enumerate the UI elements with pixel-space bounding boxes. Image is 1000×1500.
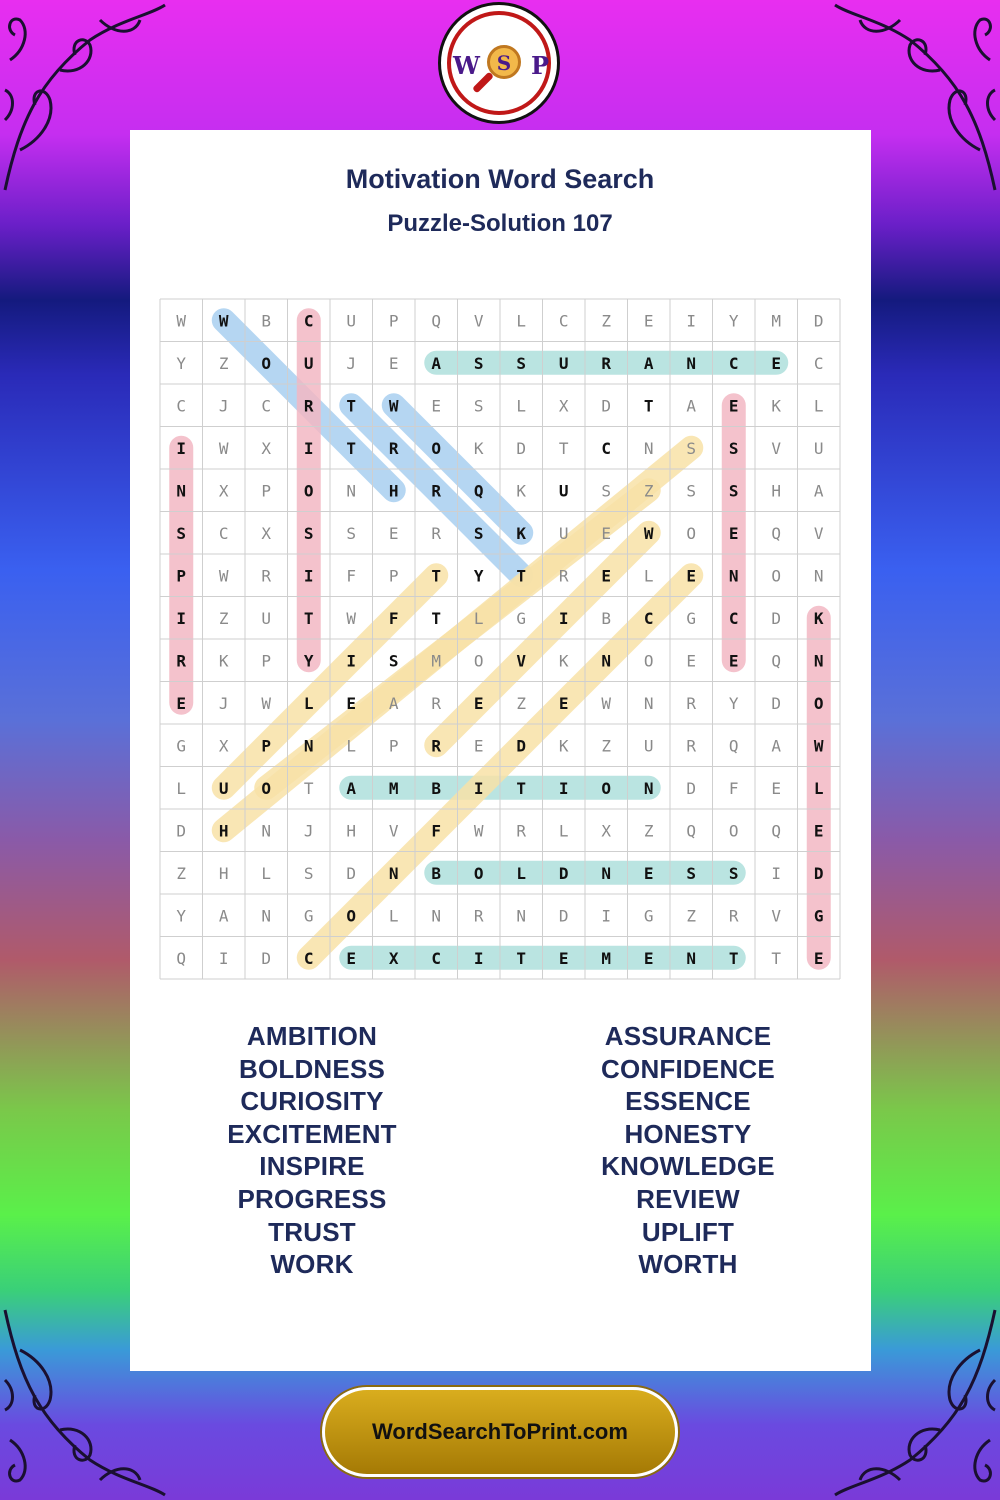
grid-letter: D: [601, 396, 612, 416]
grid-letter: Z: [643, 481, 654, 501]
grid-letter: N: [431, 906, 442, 926]
grid-letter: G: [516, 608, 527, 628]
grid-letter-found: A: [431, 353, 442, 373]
grid-letter: V: [813, 523, 824, 543]
grid-letter: E: [473, 736, 484, 756]
word-list-item: CONFIDENCE: [601, 1053, 775, 1084]
grid-letter: K: [771, 396, 782, 416]
grid-letter-found: N: [686, 948, 697, 968]
grid-letter: K: [218, 651, 229, 671]
grid-letter: G: [643, 906, 654, 926]
grid-letter: D: [558, 906, 569, 926]
grid-letter-found: R: [388, 438, 399, 458]
grid-letter: W: [176, 311, 187, 331]
grid-letter-found: S: [176, 523, 187, 543]
grid-letter: K: [558, 651, 569, 671]
grid-letter-found: A: [346, 778, 357, 798]
grid-letter: Z: [643, 821, 654, 841]
grid-letter: T: [771, 948, 782, 968]
grid-letter-found: Q: [473, 481, 484, 501]
grid-letter: S: [686, 481, 697, 501]
grid-letter-found: C: [601, 438, 612, 458]
grid-letter-found: U: [558, 353, 569, 373]
grid-letter-found: I: [346, 651, 357, 671]
grid-letter: E: [601, 523, 612, 543]
word-list-item: CURIOSITY: [240, 1086, 384, 1117]
grid-letter-found: N: [813, 651, 824, 671]
grid-letter: V: [771, 906, 782, 926]
grid-letter-found: P: [261, 736, 272, 756]
grid-letter-found: U: [558, 481, 569, 501]
grid-letter: E: [686, 651, 697, 671]
grid-letter: R: [728, 906, 739, 926]
grid-letter: Z: [218, 608, 229, 628]
grid-letter-found: S: [473, 523, 484, 543]
grid-letter: Z: [218, 353, 229, 373]
grid-letter-found: A: [643, 353, 654, 373]
grid-letter: N: [643, 693, 654, 713]
grid-letter-found: V: [516, 651, 527, 671]
grid-letter: Q: [728, 736, 739, 756]
grid-letter-found: R: [431, 481, 442, 501]
grid-letter-found: E: [686, 566, 697, 586]
grid-letter: A: [388, 693, 399, 713]
grid-letter: X: [261, 523, 272, 543]
word-list-item: BOLDNESS: [238, 1053, 386, 1084]
grid-letter-found: H: [218, 821, 229, 841]
grid-letter-found: L: [813, 778, 824, 798]
grid-letter: T: [303, 778, 314, 798]
grid-letter: N: [261, 821, 272, 841]
grid-letter-found: I: [558, 608, 569, 628]
grid-letter-found: Y: [473, 566, 484, 586]
grid-letter: I: [686, 311, 697, 331]
grid-letter-found: B: [431, 863, 442, 883]
grid-letter-found: E: [176, 693, 187, 713]
grid-letter: L: [176, 778, 187, 798]
grid-letter-found: T: [516, 778, 527, 798]
grid-letter: N: [516, 906, 527, 926]
word-list-item: UPLIFT: [641, 1216, 735, 1247]
grid-letter: R: [558, 566, 569, 586]
grid-letter-found: R: [601, 353, 612, 373]
grid-letter-found: L: [303, 693, 314, 713]
grid-letter: L: [346, 736, 357, 756]
grid-letter: W: [473, 821, 484, 841]
grid-letter: E: [643, 311, 654, 331]
grid-letter-found: I: [473, 778, 484, 798]
site-logo[interactable]: [438, 2, 560, 124]
grid-letter: D: [516, 438, 527, 458]
grid-letter: Z: [601, 311, 612, 331]
grid-letter-found: C: [728, 353, 739, 373]
grid-letter-found: O: [601, 778, 612, 798]
grid-letter: D: [176, 821, 187, 841]
grid-letter: P: [388, 566, 399, 586]
grid-letter-found: T: [516, 566, 527, 586]
grid-letter-found: T: [516, 948, 527, 968]
grid-letter: L: [388, 906, 399, 926]
grid-letter-found: E: [643, 863, 654, 883]
grid-letter: R: [686, 693, 697, 713]
grid-letter: R: [261, 566, 272, 586]
grid-letter-found: E: [558, 948, 569, 968]
grid-letter-found: I: [303, 566, 314, 586]
grid-letter-found: X: [388, 948, 399, 968]
grid-letter: W: [218, 566, 229, 586]
grid-letter-found: D: [558, 863, 569, 883]
grid-letter-found: N: [303, 736, 314, 756]
site-link-label: WordSearchToPrint.com: [372, 1419, 628, 1444]
grid-letter: X: [218, 736, 229, 756]
grid-letter: S: [303, 863, 314, 883]
word-list-item: WORK: [270, 1249, 354, 1280]
grid-letter-found: L: [516, 863, 527, 883]
grid-letter-found: B: [431, 778, 442, 798]
grid-letter-found: N: [643, 778, 654, 798]
grid-letter: X: [601, 821, 612, 841]
grid-letter: Y: [176, 906, 187, 926]
grid-letter: E: [771, 778, 782, 798]
grid-letter-found: S: [303, 523, 314, 543]
grid-letter: W: [601, 693, 612, 713]
grid-letter: N: [813, 566, 824, 586]
word-list-item: WORTH: [638, 1249, 738, 1280]
grid-letter-found: K: [813, 608, 824, 628]
grid-letter-found: T: [431, 608, 442, 628]
grid-letter-found: Y: [303, 651, 314, 671]
grid-letter-found: W: [813, 736, 824, 756]
grid-letter-found: N: [176, 481, 187, 501]
grid-letter: I: [771, 863, 782, 883]
grid-letter: Y: [728, 311, 739, 331]
grid-letter: Y: [728, 693, 739, 713]
grid-letter-found: U: [303, 353, 314, 373]
grid-letter-found: F: [431, 821, 442, 841]
grid-letter: A: [771, 736, 782, 756]
grid-letter-found: N: [388, 863, 399, 883]
grid-letter: Q: [431, 311, 442, 331]
grid-letter: C: [261, 396, 272, 416]
grid-letter-found: E: [728, 396, 739, 416]
grid-letter: K: [558, 736, 569, 756]
grid-letter: Q: [771, 651, 782, 671]
grid-letter-found: T: [643, 396, 654, 416]
grid-letter-found: S: [728, 863, 739, 883]
grid-letter: D: [686, 778, 697, 798]
grid-letter-found: S: [728, 438, 739, 458]
grid-letter-found: N: [601, 651, 612, 671]
grid-letter: R: [431, 693, 442, 713]
grid-letter: A: [813, 481, 824, 501]
grid-letter-found: I: [473, 948, 484, 968]
grid-letter-found: E: [728, 651, 739, 671]
grid-letter-found: E: [643, 948, 654, 968]
grid-letter-found: H: [388, 481, 399, 501]
grid-letter: L: [261, 863, 272, 883]
grid-letter: U: [346, 311, 357, 331]
grid-letter: B: [601, 608, 612, 628]
grid-letter-found: W: [643, 523, 654, 543]
grid-letter: R: [473, 906, 484, 926]
grid-letter: C: [813, 353, 824, 373]
grid-letter: Q: [771, 821, 782, 841]
grid-letter: G: [176, 736, 187, 756]
grid-letter-found: P: [176, 566, 187, 586]
grid-letter: Z: [601, 736, 612, 756]
word-list-left: [182, 1020, 442, 1281]
grid-letter-found: E: [473, 693, 484, 713]
grid-letter: C: [558, 311, 569, 331]
page-subtitle: Puzzle-Solution 107: [387, 210, 613, 237]
grid-letter: D: [346, 863, 357, 883]
grid-letter: L: [516, 396, 527, 416]
word-list-item: REVIEW: [636, 1183, 740, 1214]
grid-letter: S: [686, 438, 697, 458]
grid-letter-found: F: [388, 608, 399, 628]
grid-letter: P: [388, 736, 399, 756]
grid-letter-found: C: [643, 608, 654, 628]
page-title: Motivation Word Search: [345, 164, 655, 194]
grid-letter: F: [728, 778, 739, 798]
grid-letter: W: [346, 608, 357, 628]
grid-letter-found: E: [728, 523, 739, 543]
grid-letter: H: [218, 863, 229, 883]
grid-letter: P: [261, 481, 272, 501]
word-list-item: TRUST: [268, 1216, 356, 1247]
grid-letter-found: N: [728, 566, 739, 586]
grid-letter: Z: [176, 863, 187, 883]
grid-letter: J: [218, 396, 229, 416]
grid-letter: G: [303, 906, 314, 926]
grid-letter-found: E: [558, 693, 569, 713]
grid-letter-found: R: [303, 396, 314, 416]
grid-letter: X: [261, 438, 272, 458]
grid-letter: P: [261, 651, 272, 671]
grid-letter-found: S: [388, 651, 399, 671]
word-list-item: ESSENCE: [625, 1086, 751, 1117]
grid-letter: B: [261, 311, 272, 331]
grid-letter: M: [771, 311, 782, 331]
grid-letter-found: T: [728, 948, 739, 968]
grid-letter: M: [431, 651, 442, 671]
grid-letter: A: [686, 396, 697, 416]
grid-letter: L: [813, 396, 824, 416]
grid-letter: S: [601, 481, 612, 501]
grid-letter: V: [771, 438, 782, 458]
grid-letter: L: [643, 566, 654, 586]
grid-letter-found: U: [218, 778, 229, 798]
grid-letter-found: G: [813, 906, 824, 926]
grid-letter: F: [346, 566, 357, 586]
grid-letter-found: M: [601, 948, 612, 968]
logo-letter-w: W: [453, 51, 480, 80]
grid-letter-found: R: [431, 736, 442, 756]
grid-letter-found: E: [813, 948, 824, 968]
word-list-item: HONESTY: [624, 1118, 752, 1149]
grid-letter-found: M: [388, 778, 399, 798]
grid-letter-found: S: [473, 353, 484, 373]
grid-letter: L: [558, 821, 569, 841]
word-list-right: [558, 1020, 818, 1281]
grid-letter-found: I: [558, 778, 569, 798]
grid-letter-found: E: [346, 948, 357, 968]
grid-letter: N: [346, 481, 357, 501]
grid-letter-found: O: [303, 481, 314, 501]
grid-letter-found: D: [813, 863, 824, 883]
grid-letter: N: [643, 438, 654, 458]
grid-letter-found: C: [728, 608, 739, 628]
grid-letter-found: T: [346, 438, 357, 458]
grid-letter: N: [261, 906, 272, 926]
site-link-button[interactable]: [322, 1387, 678, 1477]
grid-letter-found: I: [176, 608, 187, 628]
grid-letter-found: O: [261, 778, 272, 798]
word-list-item: KNOWLEDGE: [601, 1151, 775, 1182]
grid-letter: X: [218, 481, 229, 501]
grid-letter: S: [346, 523, 357, 543]
word-list-item: INSPIRE: [259, 1151, 365, 1182]
grid-letter-found: C: [303, 311, 314, 331]
grid-letter: U: [558, 523, 569, 543]
grid-letter-found: W: [388, 396, 399, 416]
grid-letter-found: T: [346, 396, 357, 416]
grid-letter-found: O: [261, 353, 272, 373]
grid-letter-found: D: [516, 736, 527, 756]
grid-letter: U: [813, 438, 824, 458]
grid-letter-found: E: [346, 693, 357, 713]
grid-letter-found: N: [601, 863, 612, 883]
grid-letter: A: [218, 906, 229, 926]
grid-letter: D: [771, 693, 782, 713]
grid-letter: L: [473, 608, 484, 628]
grid-letter: Y: [176, 353, 187, 373]
grid-letter-found: W: [218, 311, 229, 331]
logo-letter-p: P: [531, 51, 550, 80]
grid-letter: X: [558, 396, 569, 416]
grid-letter: J: [346, 353, 357, 373]
grid-letter: O: [728, 821, 739, 841]
grid-letter: V: [473, 311, 484, 331]
grid-letter-found: T: [303, 608, 314, 628]
grid-letter: L: [516, 311, 527, 331]
grid-letter: D: [771, 608, 782, 628]
grid-letter: O: [473, 651, 484, 671]
grid-letter: J: [303, 821, 314, 841]
grid-letter-found: O: [431, 438, 442, 458]
grid-letter: H: [771, 481, 782, 501]
grid-letter-found: E: [601, 566, 612, 586]
grid-letter-found: T: [431, 566, 442, 586]
grid-letter: D: [813, 311, 824, 331]
grid-letter-found: O: [473, 863, 484, 883]
grid-letter-found: S: [516, 353, 527, 373]
grid-letter: D: [261, 948, 272, 968]
grid-letter: I: [601, 906, 612, 926]
grid-letter: G: [686, 608, 697, 628]
word-list-item: ASSURANCE: [604, 1021, 772, 1051]
grid-letter: Q: [176, 948, 187, 968]
grid-letter: O: [643, 651, 654, 671]
grid-letter: J: [218, 693, 229, 713]
grid-letter-found: I: [176, 438, 187, 458]
grid-letter-found: E: [813, 821, 824, 841]
grid-letter-found: C: [303, 948, 314, 968]
grid-letter-found: R: [176, 651, 187, 671]
grid-letter-found: O: [813, 693, 824, 713]
grid-letter-found: S: [686, 863, 697, 883]
grid-letter: Z: [516, 693, 527, 713]
grid-letter: U: [643, 736, 654, 756]
grid-letter: S: [473, 396, 484, 416]
grid-letter: E: [388, 523, 399, 543]
grid-letter: Q: [686, 821, 697, 841]
grid-letter: Q: [771, 523, 782, 543]
grid-letter-found: E: [771, 353, 782, 373]
grid-letter: K: [473, 438, 484, 458]
grid-letter: P: [388, 311, 399, 331]
grid-letter-found: S: [728, 481, 739, 501]
grid-letter-found: C: [431, 948, 442, 968]
grid-letter: I: [218, 948, 229, 968]
grid-letter-found: O: [346, 906, 357, 926]
word-list-item: EXCITEMENT: [227, 1118, 397, 1149]
grid-letter: W: [218, 438, 229, 458]
grid-letter: V: [388, 821, 399, 841]
grid-letter: H: [346, 821, 357, 841]
grid-letter-found: K: [516, 523, 527, 543]
logo-letter-s: S: [496, 51, 512, 75]
grid-letter: U: [261, 608, 272, 628]
word-list-item: PROGRESS: [237, 1183, 387, 1214]
grid-letter: Z: [686, 906, 697, 926]
grid-letter: T: [558, 438, 569, 458]
grid-letter: E: [388, 353, 399, 373]
grid-letter-found: N: [686, 353, 697, 373]
grid-letter: O: [686, 523, 697, 543]
word-list-item: AMBITION: [246, 1021, 378, 1051]
grid-letter: E: [431, 396, 442, 416]
grid-letter: C: [218, 523, 229, 543]
grid-letter: K: [516, 481, 527, 501]
grid-letter: C: [176, 396, 187, 416]
grid-letter: O: [771, 566, 782, 586]
grid-letter: R: [686, 736, 697, 756]
grid-letter-found: I: [303, 438, 314, 458]
grid-letter: R: [516, 821, 527, 841]
grid-letter: R: [431, 523, 442, 543]
grid-letter: W: [261, 693, 272, 713]
